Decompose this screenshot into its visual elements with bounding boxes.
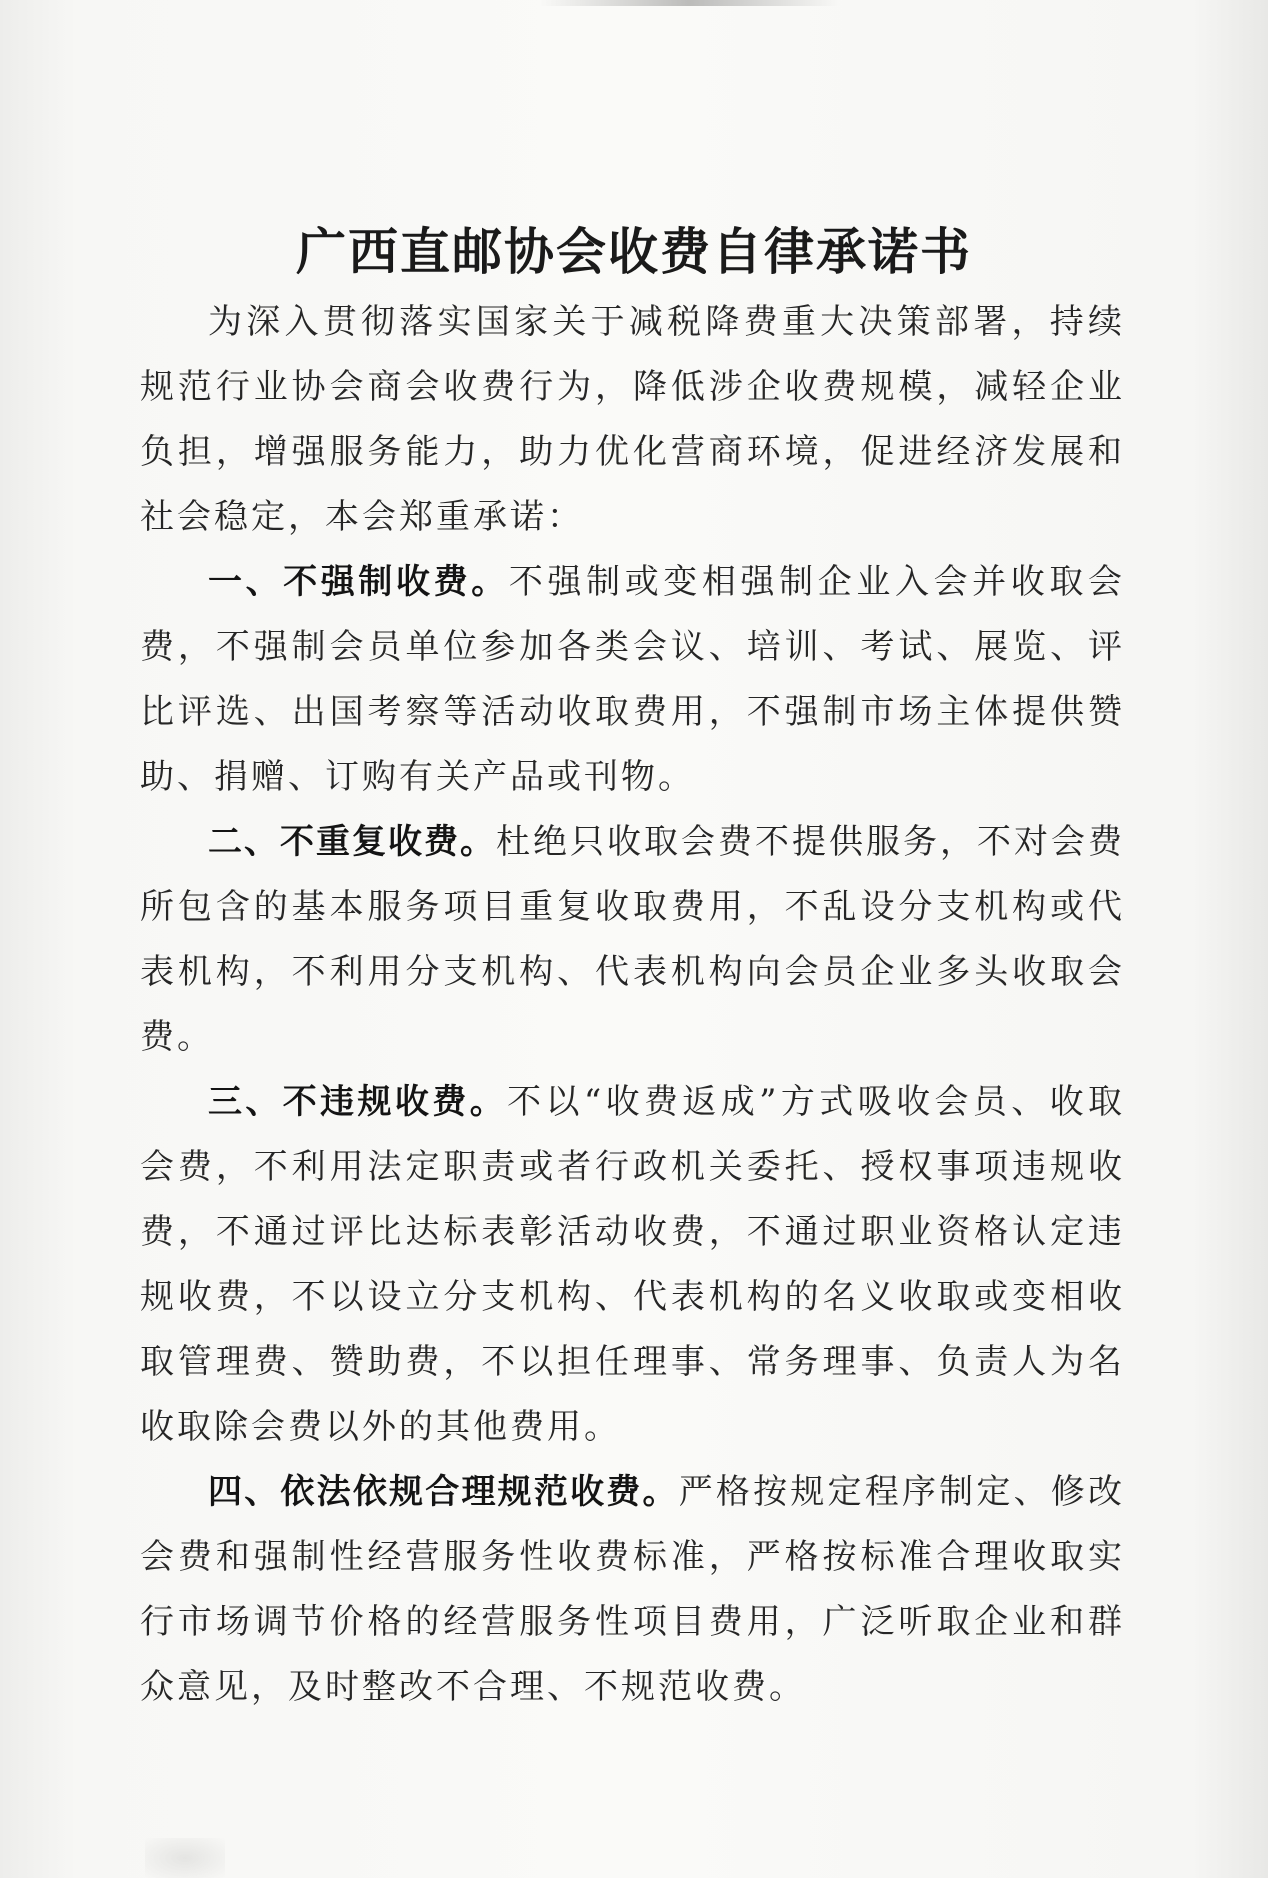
- section-heading-4: 四、依法依规合理规范收费。: [208, 1472, 679, 1512]
- section-text-3: 不以“收费返成”方式吸收会员、收取会费，不利用法定职责或者行政机关委托、授权事项违规收费，不通过评比达标表彰活动收费，不通过职业资格认定违规收费，不以设立分支机构、代表机构的名义收取或变相收取管理费、赞助费，不以担任理事、常务理事、负责人为名收取除会费以外的其他费用。: [140, 1082, 1125, 1447]
- scan-shadow: [540, 0, 840, 6]
- section-text-2: 杜绝只收取会费不提供服务，不对会费所包含的基本服务项目重复收取费用，不乱设分支机构或代表机构，不利用分支机构、代表机构向会员企业多头收取会费。: [140, 822, 1125, 1057]
- section-heading-3: 三、不违规收费。: [208, 1082, 508, 1122]
- intro-paragraph: 为深入贯彻落实国家关于减税降费重大决策部署，持续规范行业协会商会收费行为，降低涉企收费规模，减轻企业负担，增强服务能力，助力优化营商环境，促进经济发展和社会稳定，本会郑重承诺：: [140, 302, 1125, 537]
- scan-smudge: [145, 1838, 225, 1878]
- section-paragraph-2: [140, 810, 1125, 1070]
- section-heading-2: 二、不重复收费。: [208, 822, 496, 862]
- section-paragraph-3: [140, 1070, 1125, 1460]
- section-text-1: 不强制或变相强制企业入会并收取会费，不强制会员单位参加各类会议、培训、考试、展览、评比评选、出国考察等活动收取费用，不强制市场主体提供赞助、捐赠、订购有关产品或刊物。: [140, 562, 1126, 797]
- document-title: 广西直邮协会收费自律承诺书: [296, 223, 972, 281]
- section-paragraph-1: [140, 550, 1125, 810]
- section-text-4: 严格按规定程序制定、修改会费和强制性经营服务性收费标准，严格按标准合理收取实行市场调节价格的经营服务性项目费用，广泛听取企业和群众意见，及时整改不合理、不规范收费。: [140, 1472, 1126, 1707]
- section-paragraph-4: [140, 1460, 1125, 1720]
- section-heading-1: 一、不强制收费。: [208, 562, 509, 602]
- document-body: [140, 290, 1125, 1720]
